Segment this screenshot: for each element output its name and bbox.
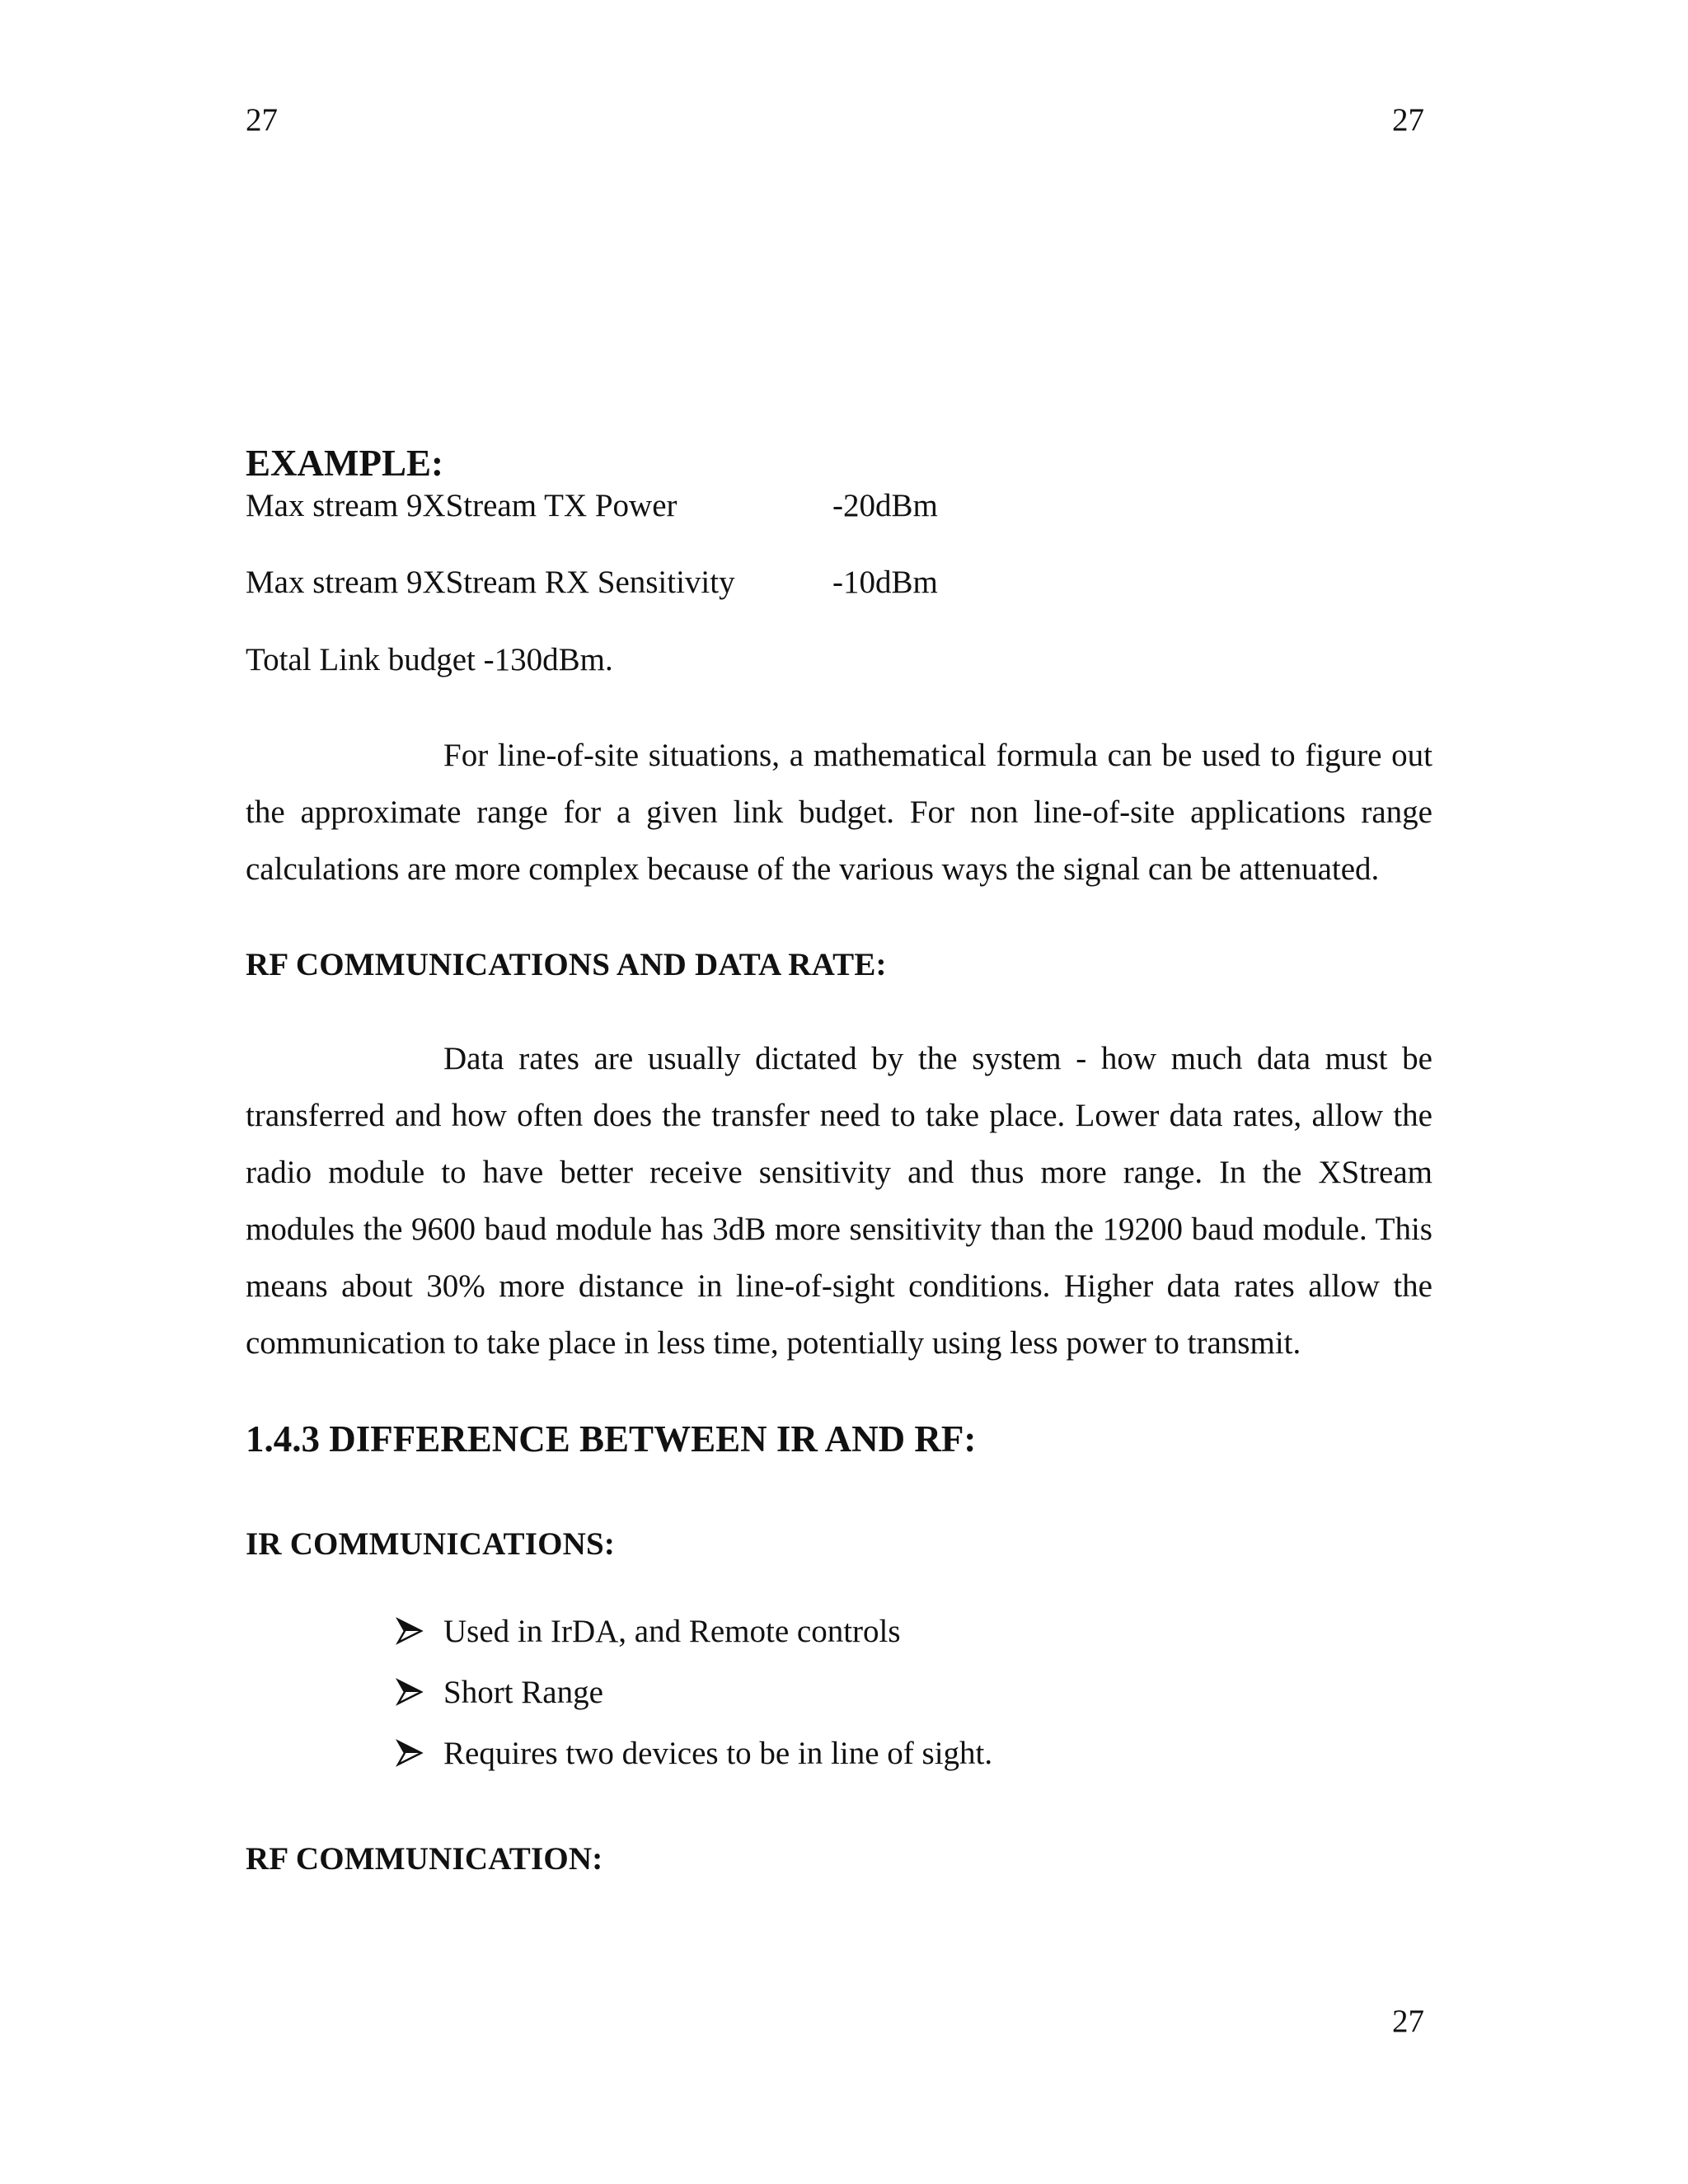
page-number-top-left: 27 — [246, 102, 278, 138]
list-item — [396, 1676, 992, 1737]
page-number-bottom: 27 — [1392, 2004, 1424, 2039]
arrow-bullet-icon — [396, 1678, 424, 1706]
section-heading: 1.4.3 DIFFERENCE BETWEEN IR AND RF: — [246, 1418, 977, 1460]
heading-ir-communications: IR COMMUNICATIONS: — [246, 1526, 616, 1562]
page-number-top-right: 27 — [1392, 102, 1424, 138]
spec-value: -20dBm — [832, 488, 938, 523]
list-item — [396, 1615, 992, 1676]
ir-bullet-list — [396, 1615, 992, 1798]
spec-value: -10dBm — [832, 565, 938, 600]
heading-rf-data-rate: RF COMMUNICATIONS AND DATA RATE: — [246, 947, 887, 982]
bullet-text: Short Range — [443, 1675, 603, 1710]
total-link-budget: Total Link budget -130dBm. — [246, 642, 613, 677]
list-item — [396, 1737, 992, 1798]
spec-label: Max stream 9XStream RX Sensitivity — [246, 565, 735, 600]
arrow-bullet-icon — [396, 1617, 424, 1645]
bullet-text: Requires two devices to be in line of sight. — [443, 1736, 993, 1771]
arrow-bullet-icon — [396, 1739, 424, 1767]
spec-row-tx-power — [246, 490, 1432, 527]
spec-row-rx-sensitivity — [246, 566, 1432, 603]
example-heading: EXAMPLE: — [246, 443, 443, 484]
bullet-text: Used in IrDA, and Remote controls — [443, 1614, 901, 1649]
spec-label: Max stream 9XStream TX Power — [246, 488, 678, 523]
paragraph-data-rates: Data rates are usually dictated by the system - how much data must be transferred and how often does the transfer need to take place. Lower data rates, allow the radio module to have better receive sensitivity and thus more range. In the XStream modules the 9600 baud module has 3dB more sensitivity than the 19200 baud module. This means about 30% more distance in line-of-sight conditions. Higher data rates allow the communication to take place in less time, potentially using less power to transmit. — [246, 1041, 1432, 1361]
heading-rf-communication: RF COMMUNICATION: — [246, 1841, 603, 1877]
paragraph-line-of-site: For line-of-site situations, a mathematical formula can be used to figure out the approximate range for a given link budget. For non line-of-site applications range calculations are more complex because of the various ways the signal can be attenuated. — [246, 738, 1432, 887]
